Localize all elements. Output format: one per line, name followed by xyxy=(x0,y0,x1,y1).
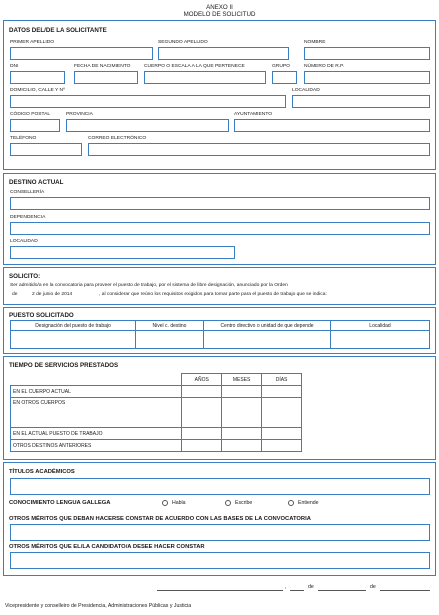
tiempo-cell[interactable] xyxy=(222,440,262,452)
escribe-radio[interactable] xyxy=(225,500,231,506)
tiempo-cell[interactable] xyxy=(222,386,262,398)
entiende-label: Entiende xyxy=(298,500,319,506)
domicilio-label: DOMICILIO, CALLE Y Nº xyxy=(10,88,65,93)
solicito-line-1: Ser admitido/a en la convocatoria para proveer el puesto de trabajo, por el sistema de libre designación, anunciado por la Orden xyxy=(10,283,288,288)
puesto-table xyxy=(10,320,430,349)
tiempo-col-meses: MESES xyxy=(222,374,262,386)
otros-section xyxy=(3,462,436,576)
signature-de-2: de xyxy=(370,584,376,590)
habla-radio[interactable] xyxy=(162,500,168,506)
meritos-desea-field[interactable] xyxy=(10,552,430,569)
provincia-label: PROVINCIA xyxy=(66,112,93,117)
annex-label: ANEXO II xyxy=(206,4,233,11)
nombre-field[interactable] xyxy=(304,47,430,60)
ayuntamiento-label: AYUNTAMIENTO xyxy=(234,112,273,117)
year-line[interactable] xyxy=(380,590,430,591)
primer-apellido-label: PRIMER APELLIDO xyxy=(10,40,55,45)
lengua-label: CONOCIMIENTO LENGUA GALLEGA xyxy=(9,500,111,506)
titulos-field[interactable] xyxy=(10,478,430,495)
cuerpo-label: CUERPO O ESCALA A LA QUE PERTENECE xyxy=(144,64,245,69)
tiempo-cell[interactable] xyxy=(182,398,222,428)
tiempo-cell[interactable] xyxy=(182,428,222,440)
tiempo-cell[interactable] xyxy=(262,398,302,428)
order-date: 2 de junio de 2014 xyxy=(32,292,73,297)
solicito-de: de xyxy=(12,292,18,297)
tiempo-cell[interactable] xyxy=(262,386,302,398)
solicito-line-2: , al considerar que reúno los requisitos exigidos para tomar parte para el puesto de trabajo que se indica: xyxy=(99,292,327,297)
domicilio-field[interactable] xyxy=(10,95,286,108)
tiempo-col-anos: AÑOS xyxy=(182,374,222,386)
tiempo-cell[interactable] xyxy=(222,428,262,440)
localidad-field[interactable] xyxy=(292,95,430,108)
escribe-label: Escribe xyxy=(235,500,253,506)
nrp-field[interactable] xyxy=(304,71,430,84)
codigo-postal-field[interactable] xyxy=(10,119,60,132)
tiempo-cell[interactable] xyxy=(182,386,222,398)
solicito-section xyxy=(3,267,436,305)
tiempo-title: TIEMPO DE SERVICIOS PRESTADOS xyxy=(9,362,119,369)
month-line[interactable] xyxy=(318,590,366,591)
puesto-centro-cell[interactable] xyxy=(204,331,331,349)
tiempo-row-label: EN EL ACTUAL PUESTO DE TRABAJO xyxy=(11,428,182,440)
tiempo-row-label: EN EL CUERPO ACTUAL xyxy=(11,386,182,398)
tiempo-cell[interactable] xyxy=(182,440,222,452)
destino-localidad-field[interactable] xyxy=(10,246,235,259)
puesto-col-centro: Centro directivo o unidad de que depende xyxy=(204,321,331,331)
destino-localidad-label: LOCALIDAD xyxy=(10,239,38,244)
entiende-radio[interactable] xyxy=(288,500,294,506)
puesto-section xyxy=(3,307,436,354)
correo-label: CORREO ELECTRÓNICO xyxy=(88,136,147,141)
segundo-apellido-label: SEGUNDO APELLIDO xyxy=(158,40,208,45)
ayuntamiento-field[interactable] xyxy=(234,119,430,132)
applicant-section xyxy=(3,20,436,170)
puesto-title: PUESTO SOLICITADO xyxy=(9,312,74,319)
primer-apellido-field[interactable] xyxy=(10,47,153,60)
applicant-section-title: DATOS DEL/DE LA SOLICITANTE xyxy=(9,27,107,34)
day-line[interactable] xyxy=(290,590,304,591)
tiempo-col-dias: DÍAS xyxy=(262,374,302,386)
meritos-bases-label: OTROS MÉRITOS QUE DEBAN HACERSE CONSTAR DE ACUERDO CON LAS BASES DE LA CONVOCATORIA xyxy=(9,516,311,522)
tiempo-table xyxy=(10,373,302,452)
meritos-desea-label: OTROS MÉRITOS QUE EL/LA CANDIDATO/A DESEE HACER CONSTAR xyxy=(9,544,205,550)
destino-section xyxy=(3,173,436,265)
nombre-label: NOMBRE xyxy=(304,40,326,45)
dni-label: DNI xyxy=(10,64,19,69)
tiempo-cell[interactable] xyxy=(262,440,302,452)
tiempo-row-label: EN OTROS CUERPOS xyxy=(11,398,182,428)
fecha-nacimiento-label: FECHA DE NACIMIENTO xyxy=(74,64,131,69)
correo-field[interactable] xyxy=(88,143,430,156)
provincia-field[interactable] xyxy=(66,119,229,132)
form-title: MODELO DE SOLICITUD xyxy=(183,11,256,18)
meritos-bases-field[interactable] xyxy=(10,524,430,541)
conselleria-field[interactable] xyxy=(10,197,430,210)
tiempo-cell[interactable] xyxy=(222,398,262,428)
solicito-title: SOLICITO: xyxy=(9,273,41,280)
dependencia-label: DEPENDENCIA xyxy=(10,215,46,220)
puesto-localidad-cell[interactable] xyxy=(331,331,430,349)
puesto-col-nivel: Nivel c. destino xyxy=(136,321,204,331)
signature-de-1: de xyxy=(308,584,314,590)
cuerpo-field[interactable] xyxy=(144,71,266,84)
signature-comma: , xyxy=(285,584,287,590)
habla-label: Habla xyxy=(172,500,186,506)
puesto-designacion-cell[interactable] xyxy=(11,331,136,349)
fecha-nacimiento-field[interactable] xyxy=(74,71,138,84)
puesto-col-localidad: Localidad xyxy=(331,321,430,331)
tiempo-cell[interactable] xyxy=(262,428,302,440)
telefono-label: TELÉFONO xyxy=(10,136,37,141)
grupo-label: GRUPO xyxy=(272,64,290,69)
dependencia-field[interactable] xyxy=(10,222,430,235)
telefono-field[interactable] xyxy=(10,143,82,156)
conselleria-label: CONSELLERÍA xyxy=(10,190,45,195)
destino-section-title: DESTINO ACTUAL xyxy=(9,179,64,186)
place-line[interactable] xyxy=(157,590,283,591)
codigo-postal-label: CÓDIGO POSTAL xyxy=(10,112,51,117)
puesto-nivel-cell[interactable] xyxy=(136,331,204,349)
puesto-col-designacion: Designación del puesto de trabajo xyxy=(11,321,136,331)
localidad-label: LOCALIDAD xyxy=(292,88,320,93)
dni-field[interactable] xyxy=(10,71,65,84)
titulos-label: TÍTULOS ACADÉMICOS xyxy=(9,469,75,475)
tiempo-section xyxy=(3,356,436,460)
segundo-apellido-field[interactable] xyxy=(158,47,289,60)
grupo-field[interactable] xyxy=(272,71,297,84)
nrp-label: NÚMERO DE R.P. xyxy=(304,64,345,69)
tiempo-row-label: OTROS DESTINOS ANTERIORES xyxy=(11,440,182,452)
footer-recipient: Vicepresidente y conselleiro de Presidencia, Administraciones Públicas y Justicia xyxy=(5,603,192,609)
